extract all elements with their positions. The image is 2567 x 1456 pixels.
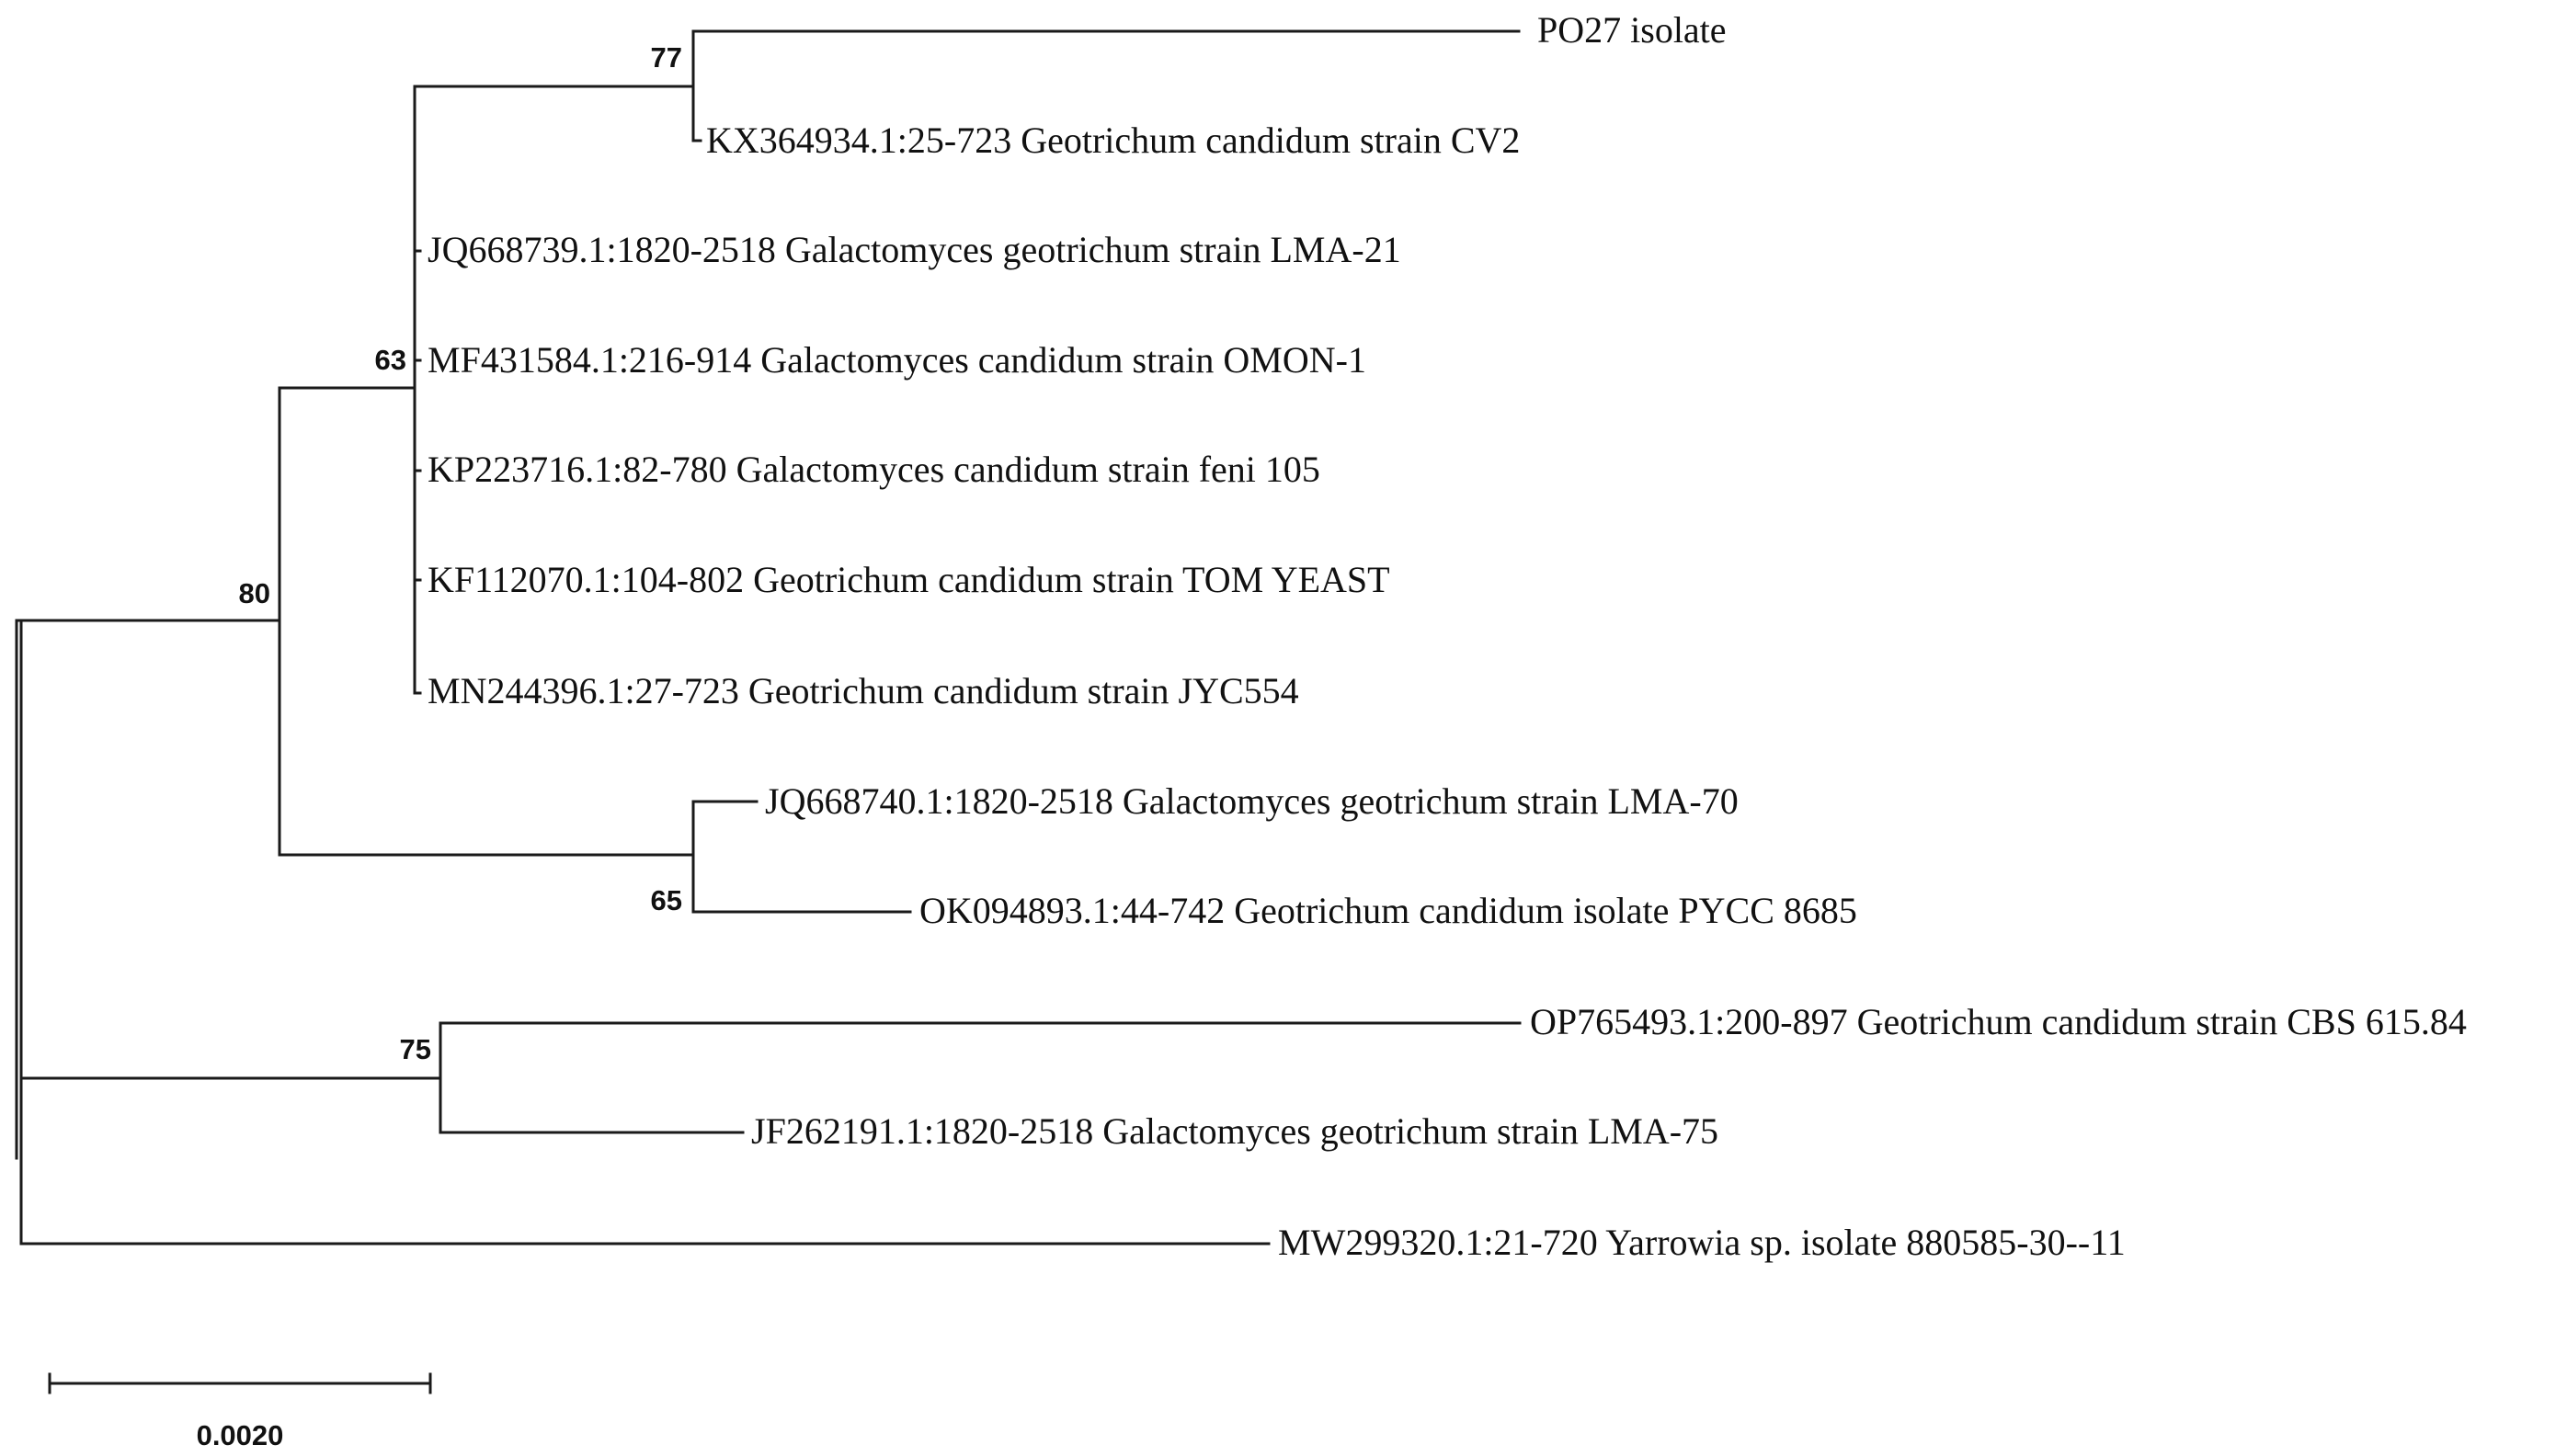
- bootstrap-value: 80: [238, 577, 270, 609]
- taxon-label: OP765493.1:200-897 Geotrichum candidum strain CBS 615.84: [1530, 1001, 2467, 1042]
- scale-bar-label: 0.0020: [196, 1419, 284, 1451]
- taxon-label: JQ668740.1:1820-2518 Galactomyces geotrichum strain LMA-70: [765, 780, 1739, 822]
- taxon-label: MW299320.1:21-720 Yarrowia sp. isolate 880585-30--11: [1278, 1222, 2126, 1263]
- taxon-label: JQ668739.1:1820-2518 Galactomyces geotrichum strain LMA-21: [428, 229, 1401, 270]
- clade-80-branch: [17, 388, 280, 855]
- taxon-label: JF262191.1:1820-2518 Galactomyces geotrichum strain LMA-75: [751, 1110, 1719, 1152]
- bootstrap-value: 75: [399, 1033, 431, 1065]
- clade-63-branch: [280, 86, 415, 693]
- bootstrap-value: 77: [650, 41, 682, 74]
- taxon-label: KP223716.1:82-780 Galactomyces candidum strain feni 105: [428, 449, 1320, 490]
- bootstrap-value: 63: [374, 344, 406, 376]
- bootstrap-value: 65: [650, 884, 682, 916]
- taxon-label: MN244396.1:27-723 Geotrichum candidum strain JYC554: [428, 670, 1299, 711]
- taxon-label: PO27 isolate: [1537, 9, 1727, 51]
- taxon-label: MF431584.1:216-914 Galactomyces candidum strain OMON-1: [428, 339, 1366, 381]
- taxon-label: KF112070.1:104-802 Geotrichum candidum strain TOM YEAST: [428, 559, 1390, 600]
- taxon-label: OK094893.1:44-742 Geotrichum candidum isolate PYCC 8685: [919, 890, 1857, 931]
- scale-bar: [50, 1374, 430, 1393]
- root-node-stem: [17, 620, 21, 1244]
- taxon-label: KX364934.1:25-723 Geotrichum candidum strain CV2: [706, 119, 1521, 161]
